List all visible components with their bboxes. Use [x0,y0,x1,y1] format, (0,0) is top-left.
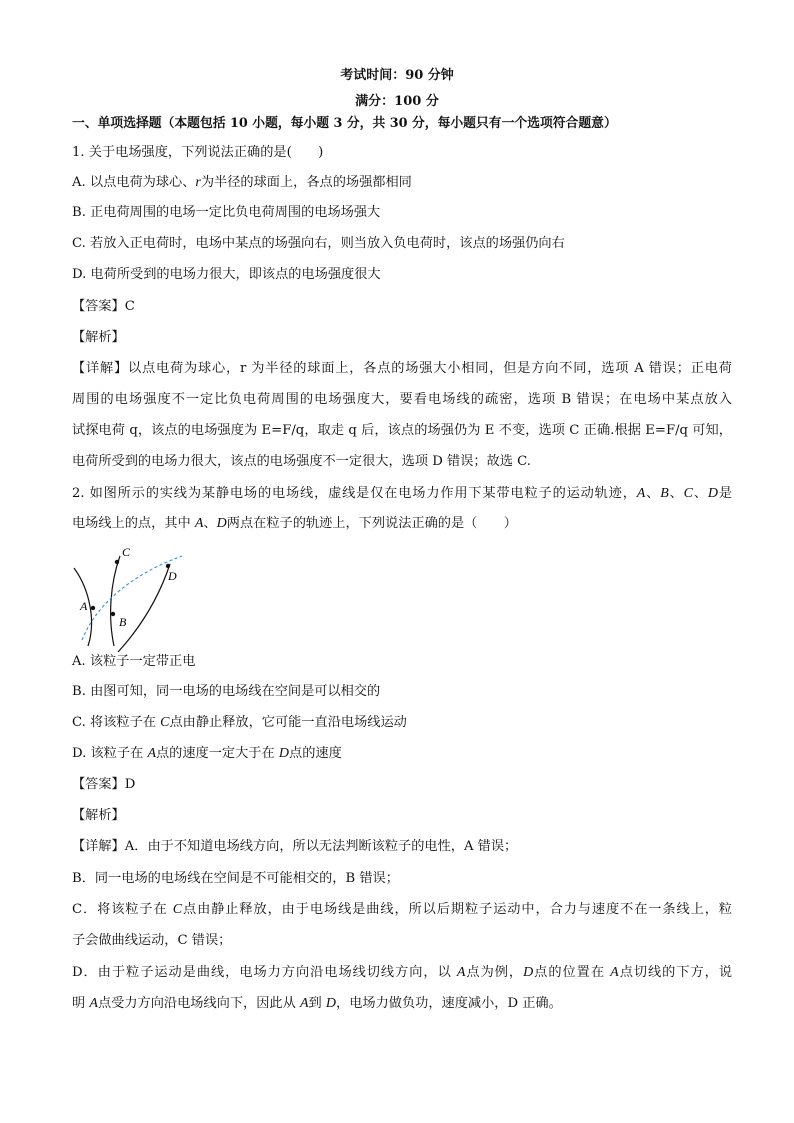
q1-option-b: B. 正电荷周围的电场一定比负电荷周围的电场场强大 [72,205,381,220]
q2-stem-text: 2. 如图所示的实线为某静电场的电场线，虚线是仅在电场力作用下某带电粒子的运动轨迹， [72,486,637,501]
q2-detail-c1-text1: C．将该粒子在 [72,902,173,917]
q2-stem-text: 电场线上的点，其中 [72,516,195,531]
q2-var-d: D [707,486,718,501]
q1-option-d: D. 电荷所受到的电场力很大，即该点的电场强度很大 [72,267,381,282]
q2-detail-d1-var3: A [610,965,619,980]
q2-option-c-var: C [160,715,170,730]
q1-detail-line2: 周围的电场强度不一定比负电荷周围的电场强度大，要看电场线的疏密，选项 B 错误；在电场中某点放入 [72,392,732,407]
q2-sep: 、 [203,516,217,531]
q2-answer: 【答案】D [72,777,136,792]
q2-detail-d1-text1: D．由于粒子运动是曲线，电场力方向沿电场线切线方向，以 [72,965,457,980]
field-line-2 [111,556,120,646]
q2-detail-d1-text4: 点切线的下方，说 [618,965,733,980]
point-b-dot [111,612,115,616]
q2-detail-d2-var3: D [325,996,337,1011]
q2-option-b: B. 由图可知，同一电场的电场线在空间是可以相交的 [72,684,381,699]
q1-option-a-text1: A. 以点电荷为球心、 [72,175,196,190]
q2-var-c: C [683,486,693,501]
q2-detail-a: 【详解】A．由于不知道电场线方向，所以无法判断该粒子的电性，A 错误； [72,839,518,854]
q2-sep: 、 [645,486,661,501]
point-a-dot [91,606,95,610]
q2-detail-d2-text1: 明 [72,996,90,1011]
q2-stem-line2 [72,515,732,533]
q2-detail-d1-text3: 点的位置在 [533,965,611,980]
q1-detail-line4: 电荷所受到的电场力很大，该点的电场强度不一定很大，选项 D 错误；故选 C. [72,454,531,469]
q2-option-d-text2: 点的速度一定大于在 [156,746,279,761]
q1-analysis-label: 【解析】 [72,330,125,345]
q2-var-b: B [660,486,669,501]
q2-var-d: D [216,516,227,531]
q2-option-c [72,714,732,732]
q2-sep: 、 [668,486,684,501]
q2-option-d-var2: D [278,746,290,761]
q2-detail-b: B．同一电场的电场线在空间是不可能相交的，B 错误； [72,871,399,886]
q2-var-a: A [194,516,204,531]
field-lines-figure [68,540,198,652]
q2-option-d-text1: D. 该粒子在 [72,746,148,761]
q2-var-a: A [636,486,646,501]
q1-detail-line1: 【详解】以点电荷为球心，r 为半径的球面上，各点的场强大小相同，但是方向不同，选项 A 错误；正电荷 [72,361,732,376]
q2-detail-d1-var1: A [456,965,466,980]
q2-analysis-label: 【解析】 [72,808,125,823]
q2-detail-d2-var1: A [89,996,98,1011]
q1-stem: 1. 关于电场强度，下列说法正确的是( ) [72,145,324,160]
q2-detail-d1-var2: D [523,965,534,980]
q1-option-a-var: r [195,175,201,190]
q2-option-c-text1: C. 将该粒子在 [72,715,161,730]
q2-detail-d2-text3: 到 [308,996,326,1011]
q2-sep: 、 [692,486,708,501]
field-line-3 [118,564,170,652]
q2-detail-d2-text2: 点受力方向沿电场线向下，因此从 [97,996,300,1011]
q2-option-c-text2: 点由静止释放，它可能一直沿电场线运动 [169,715,407,730]
label-a: A [80,599,88,613]
q2-detail-d2-text4: ，电场力做负功，速度减小，D 正确。 [336,996,562,1011]
point-c-dot [115,560,119,564]
q1-detail-line3: 试探电荷 q，该点的电场强度为 E=F/q，取走 q 后，该点的场强仍为 E 不变，选项 C 正确.根据 E=F/q 可知， [72,423,732,438]
q2-option-a: A. 该粒子一定带正电 [72,654,196,669]
point-d-dot [166,564,170,568]
label-b: B [119,615,127,629]
q1-option-a [72,174,732,192]
q1-option-c: C. 若放入正电荷时，电场中某点的场强向右，则当放入负电荷时，该点的场强仍向右 [72,236,565,251]
q2-detail-d2 [72,995,732,1013]
q2-detail-d1-text2: 点为例， [465,965,524,980]
q2-detail-c2: 子会做曲线运动，C 错误； [72,933,232,948]
label-d: D [168,569,177,583]
q2-detail-d1 [72,964,732,982]
full-score: 满分：100 分 [355,94,439,109]
q2-detail-c1 [72,901,732,919]
q2-option-d-var1: A [147,746,156,761]
q2-detail-c1-text2: 点由静止释放，由于电场线是曲线，所以后期粒子运动中，合力与速度不在一条线上，粒 [182,902,732,917]
section-title: 一、单项选择题（本题包括 10 小题，每小题 3 分，共 30 分，每小题只有一个选项符合题意） [72,116,617,131]
q1-option-a-text2: 为半径的球面上，各点的场强都相同 [200,175,412,190]
q2-stem-end: 是 [717,486,733,501]
q2-option-d-text3: 点的速度 [289,746,342,761]
q2-stem-text: 两点在粒子的轨迹上，下列说法正确的是（ ） [226,516,517,531]
label-c: C [122,545,131,559]
q2-detail-c1-var: C [172,902,183,917]
q1-answer: 【答案】C [72,299,135,314]
q2-stem-line1 [72,485,732,503]
q2-option-d [72,745,732,763]
q2-detail-d2-var2: A [299,996,309,1011]
particle-trajectory [82,556,182,640]
exam-time: 考试时间：90 分钟 [340,68,454,83]
